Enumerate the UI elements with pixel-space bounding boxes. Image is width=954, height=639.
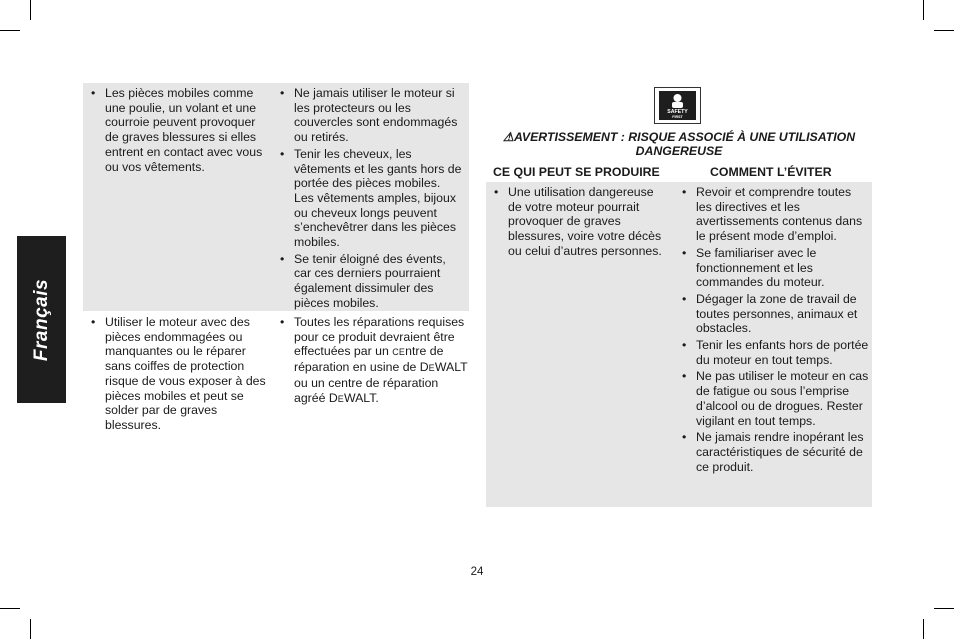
bullet-list — [494, 185, 670, 259]
text-span: Toutes les réparations requises pour ce produit devraient être effectuées par un — [294, 315, 465, 359]
bullet-list — [682, 185, 870, 474]
crop-mark — [30, 0, 31, 20]
list-item: • Tenir les enfants hors de portée du moteur en tout temps. — [682, 338, 870, 367]
bullet-list — [91, 86, 267, 174]
bullet-list — [280, 315, 468, 406]
list-item: • Dégager la zone de travail de toutes personnes, animaux et obstacles. — [682, 292, 870, 336]
list-item: • Ne jamais rendre inopérant les caractéristiques de sécurité de ce produit. — [682, 430, 870, 474]
table-cell-how-to-prevent — [280, 86, 462, 313]
table-cell-what-can-happen — [91, 86, 267, 176]
table-cell-how-to-prevent — [682, 185, 870, 476]
crop-mark — [934, 30, 954, 31]
warning-title-text: AVERTISSEMENT : RISQUE ASSOCIÉ À UNE UTILISATION DANGEREUSE — [513, 130, 856, 158]
crop-mark — [0, 608, 20, 609]
list-item: • Les pièces mobiles comme une poulie, un volant et une courroie peuvent provoquer de graves blessures si elles entrent en contact avec vous ou vos vêtements. — [91, 86, 267, 174]
list-item: • Ne jamais utiliser le moteur si les protecteurs ou les couvercles sont endommagés ou retirés. — [280, 86, 462, 145]
text-span: WALT. — [343, 390, 379, 405]
list-item: • Une utilisation dangereuse de votre moteur pourrait provoquer de graves blessures, voire votre décès ou celui d’autres personnes. — [494, 185, 670, 259]
language-tab — [17, 236, 66, 403]
list-item: • Se familiariser avec le fonctionnement et les commandes du moteur. — [682, 246, 870, 290]
table-cell-what-can-happen — [91, 315, 267, 435]
list-item: • Revoir et comprendre toutes les directives et les avertissements contenus dans le présent mode d’emploi. — [682, 185, 870, 244]
list-item: • Utiliser le moteur avec des pièces endommagées ou manquantes ou le réparer sans coiffes de protection risque de vous exposer à des pièces mobiles et peut se solder par de graves blessures. — [91, 315, 267, 433]
safety-first-graphic — [659, 91, 696, 120]
column-header-what-can-happen: CE QUI PEUT SE PRODUIRE — [493, 165, 660, 179]
warning-triangle-icon: ⚠ — [502, 130, 514, 144]
safety-first-icon — [654, 87, 701, 124]
safety-badge-line1: SAFETY — [667, 109, 688, 115]
crop-mark — [30, 619, 31, 639]
bullet-list — [280, 86, 462, 311]
table-cell-how-to-prevent — [280, 315, 468, 408]
list-item: • Ne pas utiliser le moteur en cas de fatigue ou sous l’emprise d’alcool ou de drogues. Rester vigilant en tout temps. — [682, 369, 870, 428]
warning-title — [487, 130, 871, 158]
small-caps-text: E — [337, 393, 344, 404]
small-caps-text: CE — [392, 347, 406, 358]
safety-first-badge — [659, 91, 696, 120]
column-header-how-to-prevent: COMMENT L’ÉVITER — [710, 165, 832, 179]
text-span: WALT ou un centre de réparation agréé D — [294, 360, 468, 405]
table-cell-what-can-happen — [494, 185, 670, 261]
safety-badge-line2: FIRST — [672, 115, 683, 119]
language-tab-label: Français — [30, 278, 52, 361]
list-item: • Se tenir éloigné des évents, car ces derniers pourraient également dissimuler des pièces mobiles. — [280, 252, 462, 311]
bullet-list — [91, 315, 267, 433]
page-number: 24 — [470, 566, 484, 578]
crop-mark — [0, 30, 20, 31]
text-span: ntre de réparation en usine de D — [294, 344, 444, 375]
list-item: • Tenir les cheveux, les vêtements et les gants hors de portée des pièces mobiles. Les vêtements amples, bijoux ou cheveux longs peuvent s’enchevêtrer dans les pièces mobiles. — [280, 147, 462, 250]
crop-mark — [923, 0, 924, 20]
crop-mark — [923, 619, 924, 639]
list-item — [280, 315, 468, 406]
small-caps-text: E — [428, 363, 435, 374]
crop-mark — [934, 608, 954, 609]
